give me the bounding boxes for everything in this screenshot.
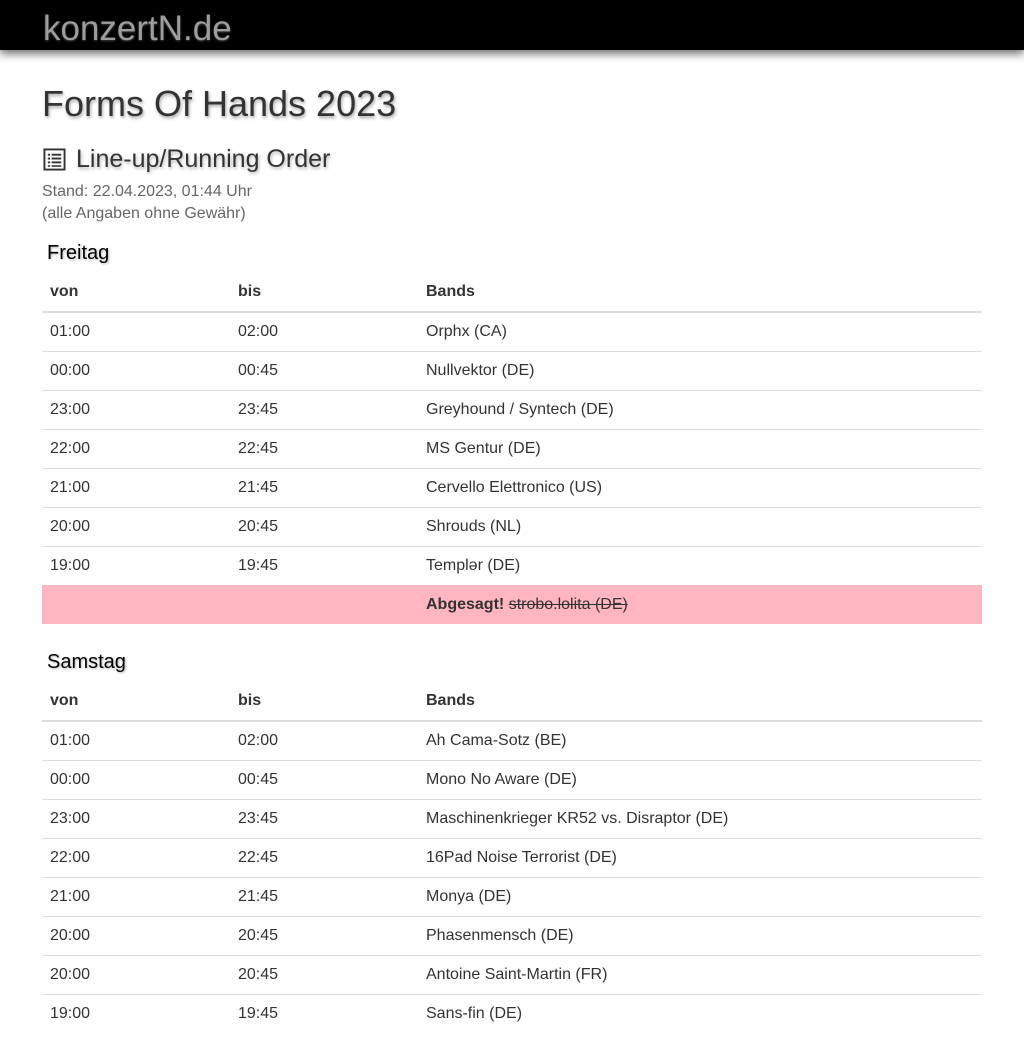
schedule-table (42, 272, 982, 624)
band-name: Shrouds (NL) (418, 507, 982, 546)
section-heading (42, 144, 330, 174)
schedule-table (42, 681, 982, 1033)
table-row (42, 468, 982, 507)
time-from: 20:00 (42, 916, 230, 955)
band-name: MS Gentur (DE) (418, 429, 982, 468)
time-to: 21:45 (230, 468, 418, 507)
band-name: Templər (DE) (418, 546, 982, 585)
table-header-row (42, 272, 982, 312)
band-name: Orphx (CA) (418, 312, 982, 351)
band-name: Mono No Aware (DE) (418, 760, 982, 799)
time-from: 22:00 (42, 838, 230, 877)
table-row (42, 955, 982, 994)
time-to: 19:45 (230, 994, 418, 1033)
table-row (42, 312, 982, 351)
table-row (42, 760, 982, 799)
column-header-bands: Bands (418, 272, 982, 312)
time-to: 19:45 (230, 546, 418, 585)
time-from: 19:00 (42, 994, 230, 1033)
list-icon (43, 148, 66, 171)
time-from: 23:00 (42, 799, 230, 838)
time-from: 20:00 (42, 507, 230, 546)
band-name: Cervello Elettronico (US) (418, 468, 982, 507)
band-name: Nullvektor (DE) (418, 351, 982, 390)
time-from: 23:00 (42, 390, 230, 429)
updated-timestamp: Stand: 22.04.2023, 01:44 Uhr (42, 183, 252, 200)
cancelled-label: Abgesagt! (426, 595, 505, 613)
band-name: Greyhound / Syntech (DE) (418, 390, 982, 429)
table-row (42, 390, 982, 429)
table-row (42, 429, 982, 468)
column-header-to: bis (230, 272, 418, 312)
time-to: 00:45 (230, 760, 418, 799)
cancelled-band-name: strobo.lolita (DE) (508, 595, 628, 613)
band-name: Monya (DE) (418, 877, 982, 916)
band-name: Sans-fin (DE) (418, 994, 982, 1033)
column-header-from: von (42, 272, 230, 312)
band-name: Maschinenkrieger KR52 vs. Disraptor (DE) (418, 799, 982, 838)
column-header-to: bis (230, 681, 418, 721)
time-from: 01:00 (42, 312, 230, 351)
table-row (42, 994, 982, 1033)
empty-cell (42, 585, 230, 624)
meta-info (42, 181, 252, 225)
top-navbar (0, 0, 1024, 50)
day-section-samstag (42, 649, 982, 1033)
day-section-freitag (42, 240, 982, 624)
table-row (42, 546, 982, 585)
time-from: 21:00 (42, 468, 230, 507)
day-title: Samstag (47, 651, 126, 673)
time-from: 19:00 (42, 546, 230, 585)
section-heading-text: Line-up/Running Order (76, 145, 331, 173)
table-row (42, 916, 982, 955)
table-row (42, 799, 982, 838)
time-from: 22:00 (42, 429, 230, 468)
column-header-bands: Bands (418, 681, 982, 721)
time-from: 20:00 (42, 955, 230, 994)
time-to: 23:45 (230, 799, 418, 838)
time-from: 00:00 (42, 760, 230, 799)
time-to: 20:45 (230, 507, 418, 546)
time-to: 02:00 (230, 312, 418, 351)
time-to: 22:45 (230, 838, 418, 877)
time-to: 02:00 (230, 721, 418, 760)
empty-cell (230, 585, 418, 624)
band-name: 16Pad Noise Terrorist (DE) (418, 838, 982, 877)
table-row (42, 507, 982, 546)
time-from: 00:00 (42, 351, 230, 390)
time-to: 20:45 (230, 916, 418, 955)
table-row (42, 877, 982, 916)
time-to: 00:45 (230, 351, 418, 390)
table-row (42, 838, 982, 877)
band-name: Phasenmensch (DE) (418, 916, 982, 955)
column-header-from: von (42, 681, 230, 721)
time-from: 21:00 (42, 877, 230, 916)
brand-link[interactable]: konzertN.de (43, 9, 232, 48)
time-to: 22:45 (230, 429, 418, 468)
cancelled-band-cell (418, 585, 982, 624)
page-title: Forms Of Hands 2023 (42, 83, 397, 124)
time-to: 20:45 (230, 955, 418, 994)
band-name: Antoine Saint-Martin (FR) (418, 955, 982, 994)
table-row (42, 351, 982, 390)
table-row (42, 721, 982, 760)
cancelled-row (42, 585, 982, 624)
time-to: 21:45 (230, 877, 418, 916)
disclaimer-text: (alle Angaben ohne Gewähr) (42, 205, 246, 222)
time-to: 23:45 (230, 390, 418, 429)
time-from: 01:00 (42, 721, 230, 760)
table-header-row (42, 681, 982, 721)
band-name: Ah Cama-Sotz (BE) (418, 721, 982, 760)
day-title: Freitag (47, 242, 110, 264)
